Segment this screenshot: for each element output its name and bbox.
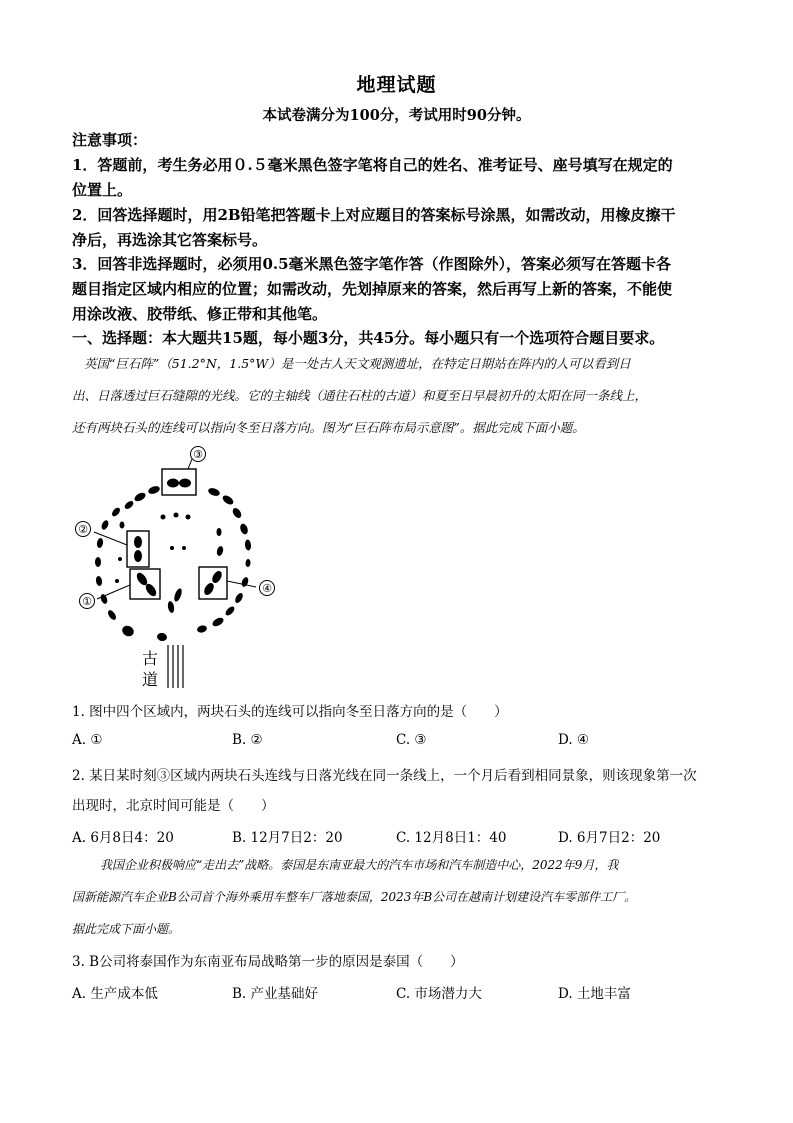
road-label-1: 古 [141,649,159,668]
notes-line: 题目指定区域内相应的位置；如需改动，先划掉原来的答案，然后再写上新的答案，不能使 [72,280,673,298]
q3-option-c[interactable]: C. 市场潜力大 [396,986,482,1002]
passage-line: 英国“巨石阵”（51.2°N，1.5°W）是一处古人天文观测遗址，在特定日期站在阵内的人可以看到日 [84,356,631,371]
notes-line: 位置上。 [72,181,133,199]
q1-option-a[interactable]: A. ① [72,732,103,748]
q3-option-d[interactable]: D. 土地丰富 [558,986,631,1002]
question-2-stem-cont: 出现时，北京时间可能是（ ） [72,798,275,814]
notes-line: 净后，再选涂其它答案标号。 [72,231,268,249]
q3-option-b[interactable]: B. 产业基础好 [232,986,319,1002]
page-title: 地理试题 [356,74,437,96]
notes-line: 用涂改液、胶带纸、修正带和其他笔。 [72,305,328,323]
notes-line: 1．答题前，考生务必用０.５毫米黑色签字笔将自己的姓名、准考证号、座号填写在规定的 [72,156,673,174]
question-1-stem: 1. 图中四个区域内，两块石头的连线可以指向冬至日落方向的是（ ） [72,704,508,720]
region-3-box [162,469,196,495]
passage-line: 出、日落透过巨石缝隙的光线。它的主轴线（通往石柱的古道）和夏至日早晨初升的太阳在同一条线上， [72,388,648,403]
q3-option-a[interactable]: A. 生产成本低 [72,986,158,1002]
passage-2-line: 据此完成下面小题。 [72,922,181,936]
question-2-stem: 2. 某日某时刻③区域内两块石头连线与日落光线在同一条线上，一个月后看到相同景象，则该现象第一次 [72,768,697,784]
q1-option-d[interactable]: D. ④ [558,732,590,748]
ancient-road [168,645,183,688]
region-3-label: ③ [193,448,203,461]
q2-option-c[interactable]: C. 12月8日1：40 [396,830,507,846]
q1-option-c[interactable]: C. ③ [396,732,427,748]
question-3-stem: 3. B公司将泰国作为东南亚布局战略第一步的原因是泰国（ ） [72,954,464,970]
passage-line: 还有两块石头的连线可以指向冬至日落方向。图为“巨石阵布局示意图”。据此完成下面小题。 [72,420,585,435]
q1-option-b[interactable]: B. ② [232,732,263,748]
inner-stones [115,513,224,614]
region-4-box [199,567,227,599]
q2-option-a[interactable]: A. 6月8日4：20 [72,830,174,846]
notes-line: 3．回答非选择题时，必须用0.5毫米黑色签字笔作答（作图除外），答案必须写在答题卡各 [72,255,672,273]
passage-2-line: 国新能源汽车企业B公司首个海外乘用车整车厂落地泰国，2023年B公司在越南计划建设汽车零部件工厂。 [72,890,637,904]
notes-heading: 注意事项： [72,131,148,149]
region-2-label: ② [78,523,88,536]
exam-info: 本试卷满分为100分，考试用时90分钟。 [262,107,531,124]
region-4-label: ④ [262,582,272,595]
section-heading: 一、选择题：本大题共15题，每小题3分，共45分。每小题只有一个选项符合题目要求。 [72,329,665,347]
q2-option-d[interactable]: D. 6月7日2：20 [558,830,661,846]
road-label-2: 道 [141,670,159,689]
passage-2-line: 我国企业积极响应“走出去”战略。泰国是东南亚最大的汽车市场和汽车制造中心，2022年9月，我 [100,858,619,872]
notes-line: 2．回答选择题时，用2B铅笔把答题卡上对应题目的答案标号涂黑，如需改动，用橡皮擦干 [72,206,676,224]
stonehenge-layout-diagram [62,445,292,690]
outer-stone-ring [95,485,251,642]
q2-option-b[interactable]: B. 12月7日2：20 [232,830,343,846]
region-1-label: ① [82,595,92,608]
